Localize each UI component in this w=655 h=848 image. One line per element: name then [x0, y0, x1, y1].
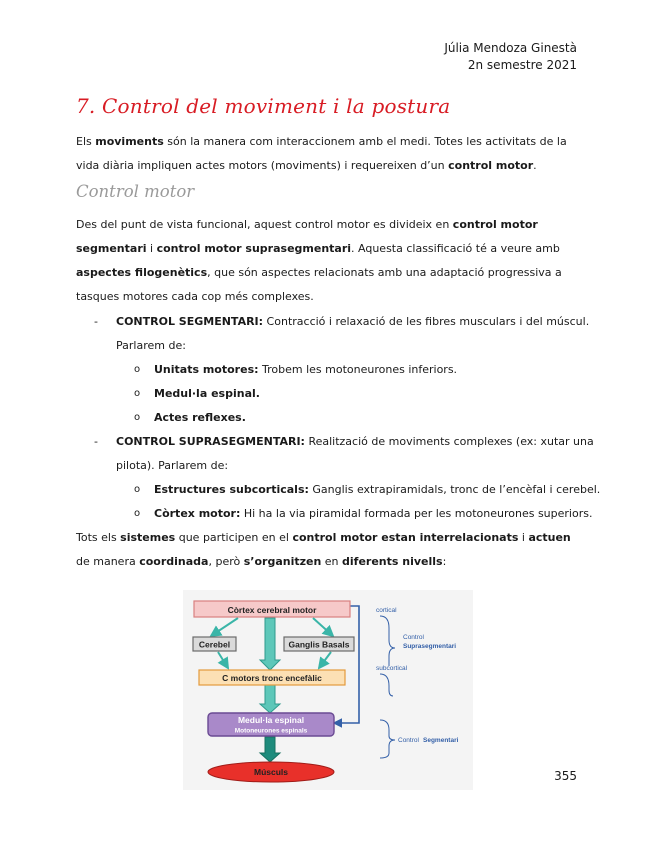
subcortical-label: subcortical [376, 665, 408, 672]
page-header [444, 40, 577, 74]
supra-label-1: Control [403, 634, 424, 641]
list-item-suprasegmentari: CONTROL SUPRASEGMENTARI: Realització de moviments complexes (ex: xutar una [116, 435, 594, 448]
tronc-label: C motors tronc encefàlic [222, 673, 322, 683]
supra-label-2: Suprasegmentari [403, 643, 457, 650]
list-item-continuation: pilota). Parlarem de: [116, 459, 229, 472]
diagram-background [183, 590, 473, 790]
sublist-bullet: o [134, 364, 141, 375]
semester: 2n semestre 2021 [467, 58, 577, 72]
intro-paragraph: Els moviments són la manera com interaccionem amb el medi. Totes les activitats de la vida diària impliquen actes motors (moviments) i requereixen d’un control motor. [76, 135, 567, 172]
list-dash: - [94, 435, 98, 448]
cortex-label: Còrtex cerebral motor [227, 605, 317, 615]
motor-control-diagram [183, 590, 473, 790]
sublist-item: Unitats motores: Trobem les motoneurones inferiors. [154, 363, 458, 376]
sublist-item: Medul·la espinal. [154, 387, 260, 400]
musculs-label: Músculs [253, 767, 289, 777]
list-item-segmentari: CONTROL SEGMENTARI: Contracció i relaxació de les fibres musculars i del múscul. [116, 315, 590, 328]
functional-paragraph: Des del punt de vista funcional, aquest control motor es divideix en control motor segmentari i control motor suprasegmentari. Aquesta classificació té a veure amb aspectes filogenètics, que són aspectes relacionats amb una adaptació progressiva a tasques motores cada cop més complexes. [76, 218, 562, 303]
list-dash: - [94, 315, 98, 328]
sublist-item: Còrtex motor: Hi ha la via piramidal formada per les motoneurones superiors. [154, 507, 593, 520]
sublist-bullet: o [134, 508, 141, 519]
ganglis-label: Ganglis Basals [288, 639, 350, 650]
cerebel-label: Cerebel [198, 639, 231, 650]
sublist-item: Estructures subcorticals: Ganglis extrapiramidals, tronc de l’encèfal i cerebel. [154, 483, 601, 496]
medulla-label: Medul·la espinal [237, 715, 305, 725]
sublist-item: Actes reflexes. [154, 411, 246, 424]
author-name: Júlia Mendoza Ginestà [444, 41, 577, 55]
cortical-label: cortical [376, 607, 397, 614]
sublist-bullet: o [134, 388, 141, 399]
sublist-bullet: o [134, 412, 141, 423]
motoneurones-label: Motoneurones espinals [234, 727, 308, 735]
section-title: 7. Control del moviment i la postura [76, 94, 451, 118]
subsection-title: Control motor [76, 182, 195, 201]
seg-label-1: Control [398, 737, 419, 744]
list-item-continuation: Parlarem de: [116, 339, 186, 352]
seg-label-2: Segmentari [423, 737, 459, 744]
levels-paragraph: Tots els sistemes que participen en el control motor estan interrelacionats i actuen de manera coordinada, però s’organitzen en diferents nivells: [76, 531, 571, 568]
page-number: 355 [554, 769, 577, 783]
sublist-bullet: o [134, 484, 141, 495]
